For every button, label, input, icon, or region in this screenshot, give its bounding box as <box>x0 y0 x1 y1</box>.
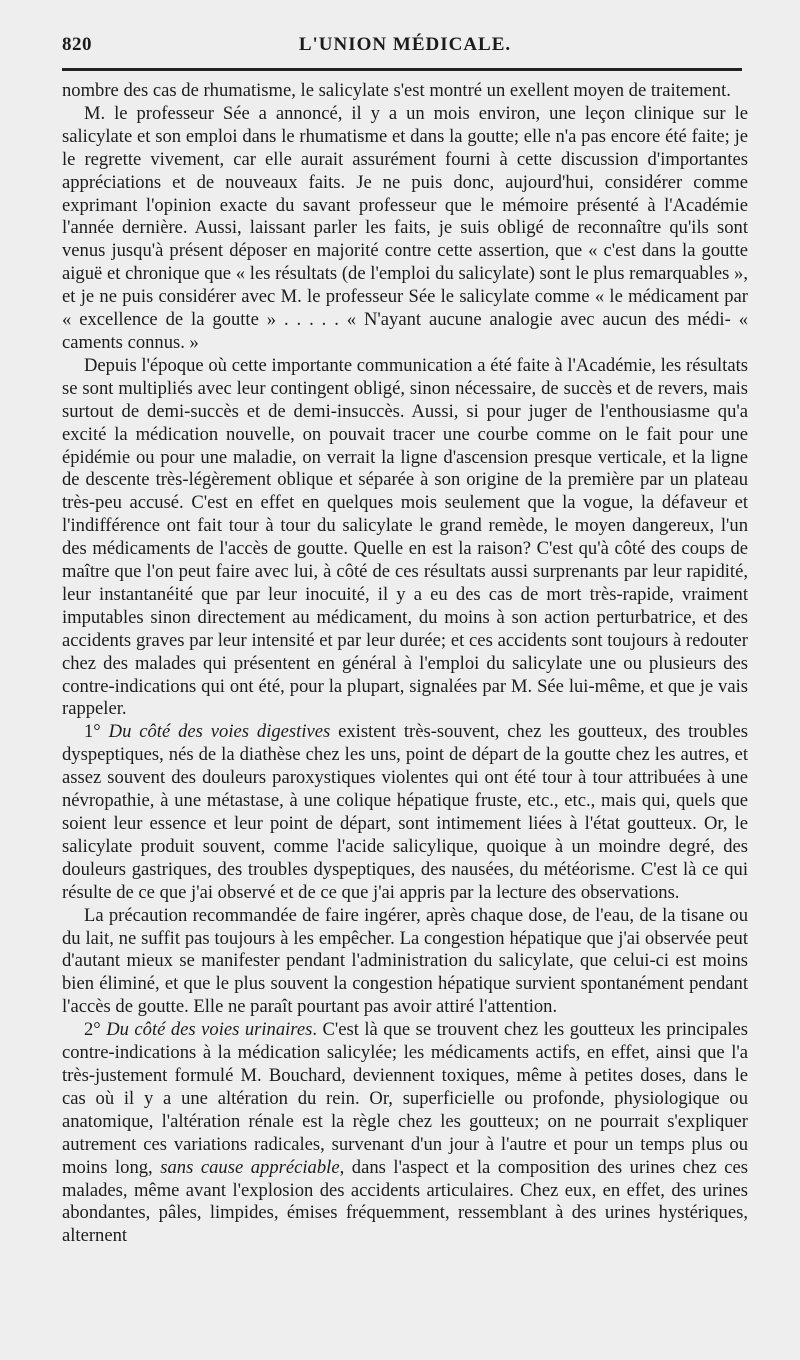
heading-digestive: Du côté des voies digestives <box>108 721 331 743</box>
header-rule <box>62 68 742 71</box>
emphasis-cause: sans cause appréciable <box>160 1156 340 1178</box>
heading-urinary: Du côté des voies urinaires <box>106 1019 313 1041</box>
paragraph-digestive: 1° Du côté des voies digestives existent très-souvent, chez les goutteux, des troubles dyspeptiques, nés de la diathèse chez les uns, point de départ de la goutte chez les autres, et assez souvent des douleurs paroxystiques violentes qui ont été tour à tour attribuées à une névropathie, à une métastase, à une colique hépatique fruste, etc., etc., mais qui, quels que soient leur essence et leur point de départ, sont intimement liées à l'état goutteux. Or, le salicylate produit souvent, comme l'acide salicylique, quoique à un moindre degré, des douleurs gastriques, des troubles dyspeptiques, des nausées, du météorisme. C'est là ce qui résulte de ce que j'ai observé et de ce que j'ai appris par la lecture des observations. <box>62 721 748 903</box>
paragraph-since-communication: Depuis l'époque où cette importante communication a été faite à l'Académie, les résultats se sont multipliés avec leur contingent obligé, sinon nécessaire, de succès et de revers, mais surtout de demi-succès et de demi-insuccès. Aussi, si pour juger de l'enthousiasme qu'a excité la médication nouvelle, on pouvait tracer une courbe comme on le fait pour une épidémie ou pour une maladie, on verrait la ligne d'ascension presque verticale, et la ligne de descente très-légèrement oblique et séparée à son origine de la première par un plateau très-peu accusé. C'est en effet en quelques mois seulement que la vogue, la défaveur et l'indifférence ont fait tour à tour du salicylate le grand remède, le moyen dangereux, l'un des médicaments de l'accès de goutte. Quelle en est la raison? C'est qu'à côté des coups de maître que l'on peut faire avec lui, à côté de ces résultats aussi surprenants par leur rapidité, leur instantanéité que par leur inocuité, il y a eu des cas de mort très-rapide, vraiment imputables sinon directement au médicament, du moins à son action perturbatrice, et des accidents graves par leur intensité et par leur durée; et ces accidents sont toujours à redouter chez des malades qui présentent en général à l'emploi du salicylate une ou plusieurs des contre-indications qui ont été, pour la plupart, signalées par M. Sée lui-même, et que je vais rappeler. <box>62 354 748 720</box>
paragraph-continuation: nombre des cas de rhumatisme, le salicylate s'est montré un exellent moyen de traitement. <box>62 80 731 101</box>
paragraph-urinary: 2° Du côté des voies urinaires. C'est là que se trouvent chez les goutteux les principales contre-indications à la médication salicylée; les médicaments actifs, en effet, ainsi que l'a très-justement formulé M. Bouchard, deviennent toxiques, même à petites doses, dans le cas où il y a une altération du rein. Or, superficielle ou profonde, physiologique ou anatomique, l'altération rénale est la règle chez les goutteux; on ne pourrait s'expliquer autrement ces variations radicales, survenant d'un jour à l'autre et pour un temps plus ou moins long, sans cause appréciable, dans l'aspect et la composition des urines chez ces malades, même avant l'explosion des accidents articulaires. Chez eux, en effet, des urines abondantes, pâles, limpides, émises fréquemment, ressemblant à des urines hystériques, alternent <box>62 1019 748 1247</box>
page-number: 820 <box>62 34 92 55</box>
article-body <box>62 80 748 1248</box>
page-header <box>62 30 748 60</box>
journal-title: L'UNION MÉDICALE. <box>298 34 512 55</box>
paragraph-precaution: La précaution recommandée de faire ingérer, après chaque dose, de l'eau, de la tisane ou du lait, ne suffit pas toujours à les empêcher. La congestion hépatique que j'ai observée peut d'autant mieux se manifester pendant l'administration du salicylate, que celui-ci est moins bien éliminé, et que le plus souvent la congestion hépatique survient spontanément pendant l'accès de goutte. Elle ne paraît pourtant pas avoir attiré l'attention. <box>62 904 748 1018</box>
paragraph-see-lecture: M. le professeur Sée a annoncé, il y a un mois environ, une leçon clinique sur le salicylate et son emploi dans le rhumatisme et dans la goutte; elle n'a pas encore été faite; je le regrette vivement, car elle aurait assurément fourni à cette discussion d'importantes appréciations et de nouveaux faits. Je ne puis donc, aujourd'hui, considérer comme exprimant l'opinion exacte du savant professeur que le mémoire présenté à l'Académie l'année dernière. Aussi, laissant parler les faits, je suis obligé de reconnaître qu'ils sont venus jusqu'à présent déposer en majorité contre cette assertion, que « c'est dans la goutte aiguë et chronique que « les résultats (de l'emploi du salicylate) sont le plus remarquables », et je ne puis considérer avec M. le professeur Sée le salicylate comme « le médicament par « excellence de la goutte » . . . . . « N'ayant aucune analogie avec aucun des médi- « caments connus. » <box>62 102 748 353</box>
